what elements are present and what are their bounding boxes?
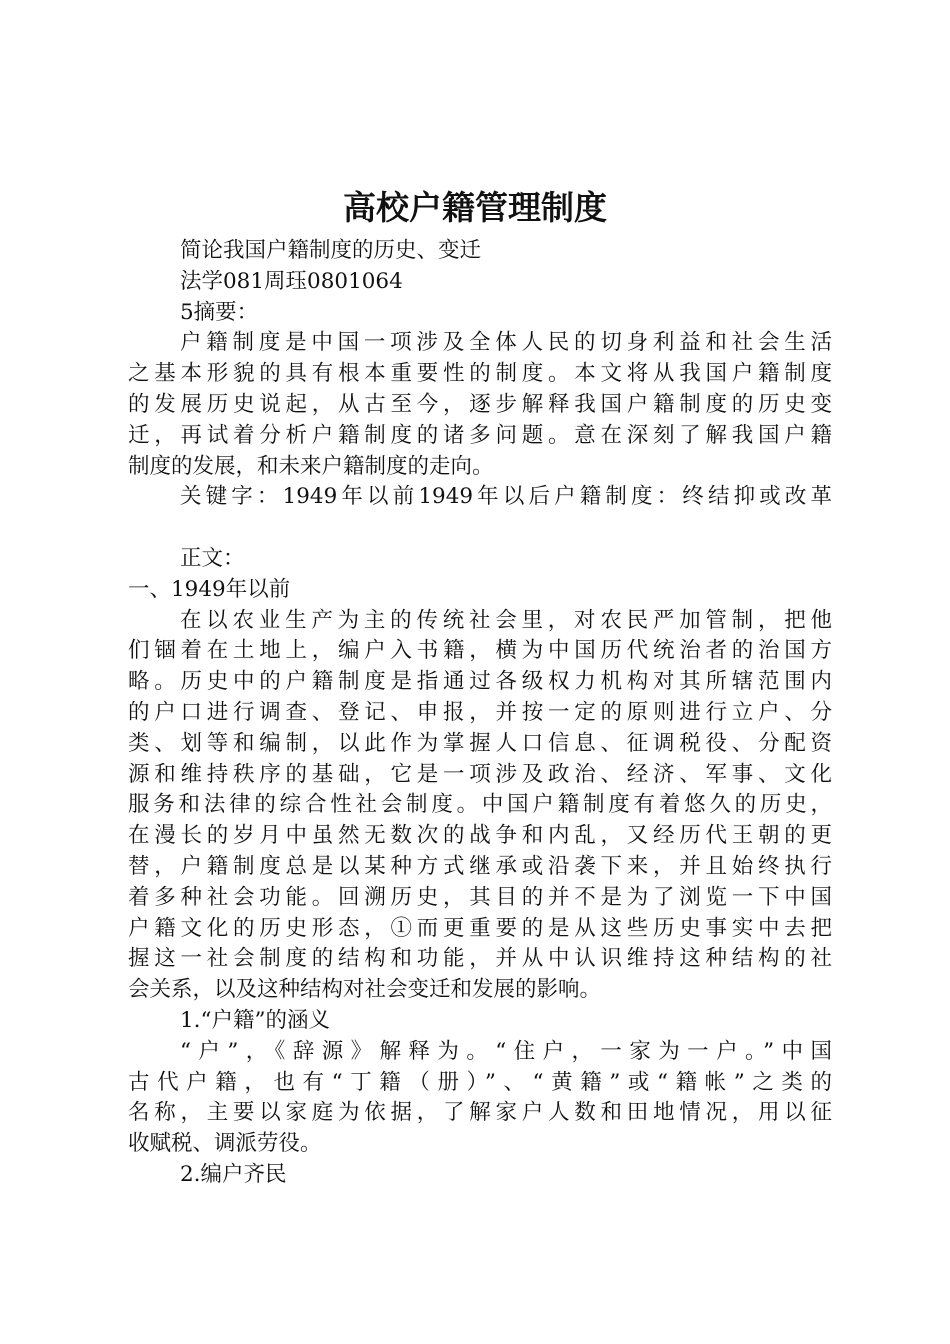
author-line: 法学081周珏0801064	[180, 268, 403, 294]
abstract-label: 5摘要：	[180, 299, 259, 325]
document-title: 高校户籍管理制度	[343, 188, 607, 227]
body-line: 的户口进行调查、登记、申报，并按一定的原则进行立户、分	[128, 699, 832, 725]
abstract-line: 制度的发展，和未来户籍制度的走向。	[128, 453, 494, 479]
body-line: 古代户籍，也有“丁籍（册）”、“黄籍”或“籍帐”之类的	[128, 1069, 832, 1095]
body-line: 替，户籍制度总是以某种方式继承或沿袭下来，并且始终执行	[128, 853, 832, 879]
body-line: 服务和法律的综合性社会制度。中国户籍制度有着悠久的历史，	[128, 792, 832, 818]
abstract-line: 户籍制度是中国一项涉及全体人民的切身利益和社会生活	[180, 330, 832, 356]
body-line: 户籍文化的历史形态，①而更重要的是从这些历史事实中去把	[128, 915, 832, 941]
body-line: 类、划等和编制，以此作为掌握人口信息、征调税役、分配资	[128, 730, 832, 756]
body-line: 握这一社会制度的结构和功能，并从中认识维持这种结构的社	[128, 946, 832, 972]
body-line: 会关系，以及这种结构对社会变迁和发展的影响。	[128, 977, 602, 1003]
body-line: 略。历史中的户籍制度是指通过各级权力机构对其所辖范围内	[128, 669, 832, 695]
subtitle: 简论我国户籍制度的历史、变迁	[180, 238, 482, 263]
body-line: 收赋税、调派劳役。	[128, 1131, 322, 1157]
subsection-heading: 1.“户籍”的涵义	[180, 1007, 330, 1033]
body-line: 在以农业生产为主的传统社会里，对农民严加管制，把他	[180, 607, 832, 633]
section-heading: 一、1949年以前	[128, 576, 291, 602]
body-label: 正文：	[180, 545, 245, 571]
body-line: 在漫长的岁月中虽然无数次的战争和内乱，又经历代王朝的更	[128, 823, 832, 849]
body-line: 们锢着在土地上，编户入书籍，横为中国历代统治者的治国方	[128, 638, 832, 664]
body-line: 着多种社会功能。回溯历史，其目的并不是为了浏览一下中国	[128, 884, 832, 910]
abstract-line: 之基本形貌的具有根本重要性的制度。本文将从我国户籍制度	[128, 361, 832, 387]
body-line: 源和维持秩序的基础，它是一项涉及政治、经济、军事、文化	[128, 761, 832, 787]
keywords-line: 关键字：1949年以前1949年以后户籍制度：终结抑或改革	[180, 484, 832, 510]
abstract-line: 迁，再试着分析户籍制度的诸多问题。意在深刻了解我国户籍	[128, 422, 832, 448]
subsection-heading: 2.编户齐民	[180, 1161, 287, 1187]
document-body	[128, 236, 832, 1191]
blank-line	[128, 513, 832, 544]
body-line: “户”，《辞源》解释为。“住户，一家为一户。”中国	[180, 1038, 832, 1064]
body-line: 名称，主要以家庭为依据，了解家户人数和田地情况，用以征	[128, 1100, 832, 1126]
abstract-line: 的发展历史说起，从古至今，逐步解释我国户籍制度的历史变	[128, 391, 832, 417]
